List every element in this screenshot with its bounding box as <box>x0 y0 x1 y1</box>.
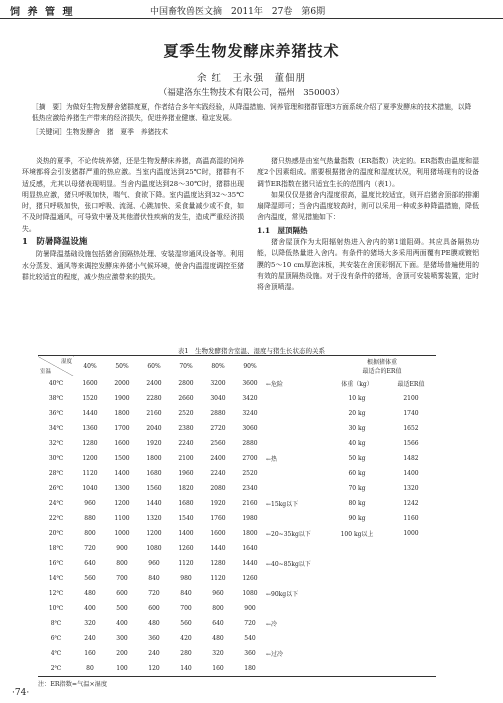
weight-cell: 10 kg <box>348 395 366 402</box>
er-value-cell: 960 <box>212 590 224 597</box>
optimal-er-cell: 1652 <box>403 425 419 432</box>
status-cell <box>266 421 328 436</box>
er-value-cell: 2720 <box>210 425 226 432</box>
er-value-cell: 3060 <box>242 425 258 432</box>
authors: 余 红 王永强 董佃朋 <box>196 73 307 84</box>
er-value-cell: 120 <box>138 661 170 677</box>
optimal-er-cell: 1566 <box>403 440 419 447</box>
er-value-cell: 1700 <box>114 425 130 432</box>
table-row <box>38 511 436 526</box>
er-value-cell: 2700 <box>242 455 258 462</box>
table-row <box>38 451 436 466</box>
temperature-cell: 14℃ <box>48 575 64 582</box>
er-value-cell: 2240 <box>178 440 194 447</box>
er-value-cell: 1320 <box>146 515 162 522</box>
weight-cell: 20 kg <box>348 410 366 417</box>
temperature-cell: 32℃ <box>48 440 64 447</box>
weight-header <box>328 356 436 377</box>
er-value-cell: 2380 <box>178 425 194 432</box>
temperature-cell: 28℃ <box>48 470 64 477</box>
humidity-header: 70% <box>170 356 202 377</box>
er-value-cell: 1200 <box>114 500 130 507</box>
status-cell <box>266 466 328 481</box>
er-value-cell: 1820 <box>178 485 194 492</box>
er-value-cell: 1600 <box>82 380 98 387</box>
er-value-cell: 600 <box>148 605 160 612</box>
er-value-cell: 2520 <box>178 410 194 417</box>
er-value-cell: 2660 <box>178 395 194 402</box>
status-cell: ←过冷 <box>266 651 284 658</box>
weight-cell: 体重（kg） <box>341 381 373 388</box>
er-value-cell: 900 <box>244 605 256 612</box>
page-number: ·74· <box>12 688 30 698</box>
er-value-cell: 2400 <box>146 380 162 387</box>
er-value-cell: 360 <box>148 635 160 642</box>
er-value-cell: 480 <box>212 635 224 642</box>
journal-info: 中国畜牧兽医文摘 2011年 27卷 第6期 <box>150 7 326 17</box>
er-value-cell: 3040 <box>210 395 226 402</box>
status-cell <box>266 541 328 556</box>
weight-cell: 40 kg <box>348 440 366 447</box>
status-cell <box>266 601 328 616</box>
corner-top-label: 湿度 <box>60 359 72 365</box>
weight-cell: 70 kg <box>348 485 366 492</box>
er-value-cell: 2880 <box>242 440 258 447</box>
er-value-cell: 2280 <box>146 395 162 402</box>
er-value-cell: 2800 <box>178 380 194 387</box>
er-value-cell: 720 <box>244 620 256 627</box>
optimal-er-cell: 1320 <box>403 485 419 492</box>
er-value-cell: 200 <box>116 650 128 657</box>
er-value-cell: 540 <box>244 635 256 642</box>
humidity-header: 50% <box>106 356 138 377</box>
optimal-er-cell <box>386 616 436 631</box>
weight-header-line2: 最适合的ER值 <box>362 368 402 375</box>
optimal-er-cell <box>386 571 436 586</box>
er-value-cell: 280 <box>180 650 192 657</box>
paragraph: 防暑降温基础设施包括猪舍顶隔热处理、安装湿帘通风设备等。利用水分蒸发、通风等来调控发酵床养猪小气候环境，使舍内温湿度调控至猪群比较适宜的程度，减少热应激带来的损失。 <box>22 250 244 281</box>
temperature-cell: 4℃ <box>50 650 62 657</box>
weight-cell <box>328 646 386 661</box>
er-value-cell: 480 <box>148 620 160 627</box>
er-value-cell: 1260 <box>242 575 258 582</box>
status-cell <box>266 406 328 421</box>
er-value-cell: 2000 <box>114 380 130 387</box>
subsection-heading: 1.1 屋顶隔热 <box>257 225 308 235</box>
table-row <box>38 661 436 677</box>
optimal-er-cell <box>386 586 436 601</box>
er-value-cell: 1400 <box>178 530 194 537</box>
temperature-cell: 18℃ <box>48 545 64 552</box>
er-value-cell: 320 <box>84 620 96 627</box>
er-value-cell: 1560 <box>146 485 162 492</box>
er-value-cell: 1400 <box>114 470 130 477</box>
er-value-cell: 1120 <box>210 575 226 582</box>
er-value-cell: 980 <box>180 575 192 582</box>
er-value-cell: 1520 <box>82 395 98 402</box>
er-value-cell: 1900 <box>114 395 130 402</box>
er-value-cell: 720 <box>84 545 96 552</box>
weight-cell <box>328 586 386 601</box>
er-value-cell: 360 <box>244 650 256 657</box>
er-value-cell: 2520 <box>242 470 258 477</box>
er-value-cell: 800 <box>84 530 96 537</box>
er-value-cell: 160 <box>84 650 96 657</box>
optimal-er-cell <box>386 661 436 677</box>
temperature-cell: 6℃ <box>50 635 62 642</box>
er-value-cell: 1120 <box>178 560 194 567</box>
er-value-cell: 2880 <box>210 410 226 417</box>
er-value-cell: 160 <box>202 661 234 677</box>
er-value-cell: 400 <box>84 605 96 612</box>
er-value-cell: 3600 <box>242 380 258 387</box>
er-value-cell: 1200 <box>82 455 98 462</box>
er-value-cell: 1440 <box>82 410 98 417</box>
table-row <box>38 616 436 631</box>
er-value-cell: 1680 <box>178 500 194 507</box>
er-value-cell: 1440 <box>242 560 258 567</box>
optimal-er-cell <box>386 601 436 616</box>
humidity-header: 60% <box>138 356 170 377</box>
er-value-cell: 2240 <box>210 470 226 477</box>
status-header <box>266 356 328 377</box>
er-value-cell: 1360 <box>82 425 98 432</box>
er-value-cell: 720 <box>148 590 160 597</box>
weight-cell: 60 kg <box>348 470 366 477</box>
table-row <box>38 406 436 421</box>
weight-cell: 80 kg <box>348 500 366 507</box>
table-row <box>38 571 436 586</box>
er-value-cell: 2100 <box>178 455 194 462</box>
optimal-er-cell: 1242 <box>403 500 419 507</box>
er-value-cell: 2160 <box>242 500 258 507</box>
er-value-cell: 2340 <box>242 485 258 492</box>
temperature-cell: 24℃ <box>48 500 64 507</box>
optimal-er-cell: 1400 <box>403 470 419 477</box>
running-header <box>0 0 503 19</box>
er-table <box>38 355 436 677</box>
er-value-cell: 560 <box>84 575 96 582</box>
er-value-cell: 1920 <box>146 440 162 447</box>
er-value-cell: 800 <box>116 560 128 567</box>
status-cell: ←危险 <box>266 381 284 388</box>
er-value-cell: 1500 <box>114 455 130 462</box>
temperature-cell: 34℃ <box>48 425 64 432</box>
er-value-cell: 1000 <box>114 530 130 537</box>
humidity-header: 40% <box>74 356 106 377</box>
corner-cell <box>38 356 74 377</box>
weight-header-line1: 根据猪体重 <box>366 359 397 366</box>
status-cell <box>266 481 328 496</box>
er-value-cell: 1100 <box>114 515 130 522</box>
er-value-cell: 1920 <box>210 500 226 507</box>
er-value-cell: 1800 <box>146 455 162 462</box>
er-value-cell: 2160 <box>146 410 162 417</box>
temperature-cell: 20℃ <box>48 530 64 537</box>
weight-cell: 90 kg <box>348 515 366 522</box>
er-value-cell: 1980 <box>242 515 258 522</box>
er-value-cell: 1680 <box>146 470 162 477</box>
paragraph: 猪只热感是由室气热量指数（ER指数）决定的。ER指数由温度和湿度2个因素组成。需要根据猪舍的温度和湿度状况，利用猪场现有的设备调节ER指数在猪只适宜生长的范围内（表1）。 <box>257 157 479 188</box>
er-value-cell: 1600 <box>114 440 130 447</box>
er-value-cell: 500 <box>116 605 128 612</box>
table-row <box>38 556 436 571</box>
er-value-cell: 700 <box>116 575 128 582</box>
temperature-cell: 40℃ <box>48 380 64 387</box>
weight-cell: 50 kg <box>348 455 366 462</box>
er-value-cell: 1300 <box>114 485 130 492</box>
er-value-cell: 1800 <box>114 410 130 417</box>
er-value-cell: 1600 <box>210 530 226 537</box>
table-row <box>38 526 436 541</box>
weight-cell: 100 kg以上 <box>340 531 374 538</box>
status-cell <box>266 631 328 646</box>
table-row <box>38 436 436 451</box>
optimal-er-cell: 1000 <box>403 530 419 537</box>
journal-section: 饲 养 管 理 <box>10 7 75 18</box>
er-value-cell: 3200 <box>210 380 226 387</box>
temperature-cell: 16℃ <box>48 560 64 567</box>
left-column <box>22 156 244 283</box>
optimal-er-cell <box>386 646 436 661</box>
table-row <box>38 646 436 661</box>
table-note: 注：ER指数=气温×湿度 <box>38 681 108 688</box>
er-value-cell: 960 <box>84 500 96 507</box>
er-value-cell: 600 <box>116 590 128 597</box>
section-heading: 1 防暑降温设施 <box>22 237 88 248</box>
er-value-cell: 140 <box>170 661 202 677</box>
er-value-cell: 420 <box>180 635 192 642</box>
weight-cell <box>328 616 386 631</box>
optimal-er-cell: 最适ER值 <box>397 381 425 388</box>
er-value-cell: 1760 <box>210 515 226 522</box>
er-value-cell: 240 <box>84 635 96 642</box>
er-value-cell: 960 <box>148 560 160 567</box>
weight-cell: 30 kg <box>348 425 366 432</box>
er-value-cell: 1280 <box>210 560 226 567</box>
er-value-cell: 1120 <box>82 470 98 477</box>
status-cell <box>266 391 328 406</box>
optimal-er-cell <box>386 556 436 571</box>
status-cell <box>266 571 328 586</box>
er-value-cell: 840 <box>180 590 192 597</box>
temperature-cell: 2℃ <box>38 661 74 677</box>
affiliation: （福建洛东生物技术有限公司，福州 350003） <box>158 88 345 98</box>
status-cell: ←40~85kg以下 <box>266 561 311 568</box>
er-value-cell: 1080 <box>242 590 258 597</box>
weight-cell <box>328 541 386 556</box>
er-value-cell: 180 <box>234 661 266 677</box>
er-value-cell: 640 <box>212 620 224 627</box>
temperature-cell: 10℃ <box>48 605 64 612</box>
er-value-cell: 1440 <box>210 545 226 552</box>
status-cell: ←20~35kg以下 <box>266 531 311 538</box>
er-value-cell: 400 <box>116 620 128 627</box>
er-value-cell: 1280 <box>82 440 98 447</box>
temperature-cell: 38℃ <box>48 395 64 402</box>
keywords: ［关键词］生物发酵舍 猪 夏季 养猪技术 <box>32 128 168 136</box>
temperature-cell: 30℃ <box>48 455 64 462</box>
er-value-cell: 2040 <box>146 425 162 432</box>
article-title: 夏季生物发酵床养猪技术 <box>163 42 340 60</box>
er-value-cell: 3420 <box>242 395 258 402</box>
abstract: ［摘 要］为做好生物发酵舍猪群度夏，作者结合多年实践经验，从降温措施、饲养管理和猪群管理3方面系统介绍了夏季发酵床的技术措施，以降低热应激给养猪生产带来的经济损失，促进养猪业健康、稳定发展。 <box>32 103 472 122</box>
er-value-cell: 3240 <box>242 410 258 417</box>
status-cell: ←冷 <box>266 621 278 628</box>
table-row <box>38 586 436 601</box>
er-value-cell: 480 <box>84 590 96 597</box>
humidity-header: 80% <box>202 356 234 377</box>
er-value-cell: 100 <box>106 661 138 677</box>
er-value-cell: 1640 <box>242 545 258 552</box>
table-row <box>38 376 436 391</box>
table-row <box>38 481 436 496</box>
er-value-cell: 2560 <box>210 440 226 447</box>
table-row <box>38 631 436 646</box>
temperature-cell: 22℃ <box>48 515 64 522</box>
temperature-cell: 36℃ <box>48 410 64 417</box>
er-value-cell: 640 <box>84 560 96 567</box>
er-value-cell: 1260 <box>178 545 194 552</box>
status-cell: ←90kg以下 <box>266 591 299 598</box>
table-row <box>38 541 436 556</box>
er-value-cell: 1960 <box>178 470 194 477</box>
er-value-cell: 1080 <box>146 545 162 552</box>
optimal-er-cell <box>386 631 436 646</box>
table-row <box>38 601 436 616</box>
er-value-cell: 1200 <box>146 530 162 537</box>
optimal-er-cell: 1160 <box>403 515 419 522</box>
humidity-header: 90% <box>234 356 266 377</box>
er-value-cell: 900 <box>116 545 128 552</box>
table-header-row <box>38 356 436 377</box>
er-value-cell: 300 <box>116 635 128 642</box>
er-value-cell: 1440 <box>146 500 162 507</box>
optimal-er-cell: 1740 <box>403 410 419 417</box>
er-value-cell: 1540 <box>178 515 194 522</box>
er-value-cell: 240 <box>148 650 160 657</box>
weight-cell <box>328 571 386 586</box>
optimal-er-cell: 1482 <box>403 455 419 462</box>
er-value-cell: 80 <box>74 661 106 677</box>
weight-cell <box>328 631 386 646</box>
table-row <box>38 391 436 406</box>
er-value-cell: 560 <box>180 620 192 627</box>
er-value-cell: 840 <box>148 575 160 582</box>
er-value-cell: 1040 <box>82 485 98 492</box>
er-value-cell: 880 <box>84 515 96 522</box>
er-value-cell: 800 <box>212 605 224 612</box>
weight-cell <box>328 601 386 616</box>
optimal-er-cell: 2100 <box>403 395 419 402</box>
er-value-cell: 320 <box>212 650 224 657</box>
paragraph: 如果仅仅是猪舍内湿度很高，温度比较适宜，则开启猪舍顶部的排潮扇降湿即可；当舍内温度较高时，则可以采用一种或多种降温措施，降低舍内温度，常见措施如下： <box>257 190 479 222</box>
er-value-cell: 1800 <box>242 530 258 537</box>
corner-bottom-label: 室温 <box>40 369 52 375</box>
optimal-er-cell <box>386 541 436 556</box>
table-row <box>38 421 436 436</box>
status-cell: ←15kg以下 <box>266 501 299 508</box>
table-caption: 表1 生物发酵猪舍室温、湿度与猪生长状态的关系 <box>177 347 326 355</box>
temperature-cell: 12℃ <box>48 590 64 597</box>
paragraph: 炎热的夏季，不论传统养猪，还是生物发酵床养猪，高温高湿的饲养环境都将会引发猪群严重的热应激。当室内温度达到25℃时，猪群有不适反感，尤其以母猪表现明显。当舍内温度达到28～30℃时，猪群出现明显热应激，猪只呼吸加快，喘气、食欲下降。室内温度达到32～35℃时，猪只呼吸加快，张口呼吸、流涎、心跳加快、采食量减少或不食，如不及时降温通风，可导致中暑及其他潜伏性疾病的发生，造成严重经济损失。 <box>22 157 244 233</box>
status-cell <box>266 661 328 677</box>
er-value-cell: 700 <box>180 605 192 612</box>
weight-cell <box>328 661 386 677</box>
table-row <box>38 466 436 481</box>
right-column <box>257 156 479 294</box>
table-row <box>38 496 436 511</box>
status-cell <box>266 436 328 451</box>
er-value-cell: 2400 <box>210 455 226 462</box>
temperature-cell: 26℃ <box>48 485 64 492</box>
status-cell: ←热 <box>266 456 278 463</box>
status-cell <box>266 511 328 526</box>
temperature-cell: 8℃ <box>50 620 62 627</box>
weight-cell <box>328 556 386 571</box>
paragraph: 猪舍屋顶作为太阳辐射热进入舍内的第1道阻碍。其应具备隔热功能，以降低热量进入舍内。有条件的猪场大多采用两面覆有PE膜或镀铝膜的5～10 cm厚泡沫板，其安装在舍顶彩钢瓦下面。是猪场普遍使用的有效的屋顶隔热设施。对于没有条件的猪场，舍顶可安装喷雾装置，定时将舍顶喷湿。 <box>257 238 479 292</box>
er-value-cell: 2080 <box>210 485 226 492</box>
